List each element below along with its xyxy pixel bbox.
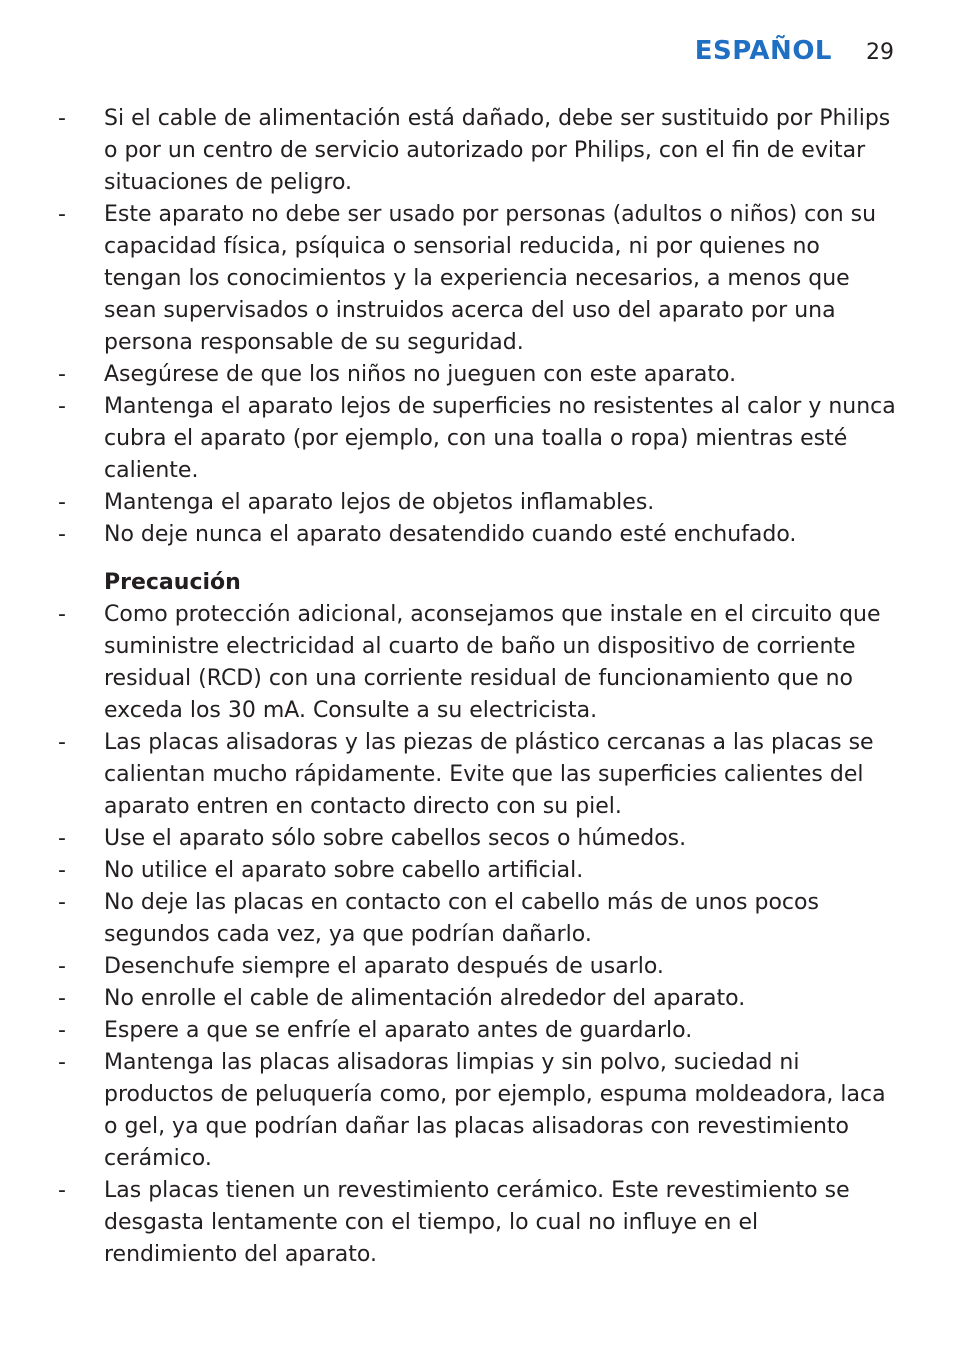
bullet-dash: - <box>58 890 66 915</box>
bullet-dash: - <box>58 106 66 131</box>
list-item-text: Espere a que se enfríe el aparato antes de guardarlo. <box>104 1018 693 1043</box>
list-item <box>58 887 898 951</box>
bullet-dash: - <box>58 490 66 515</box>
list-item-text: Si el cable de alimentación está dañado, debe ser sustituido por Philips o por un centro de servicio autorizado por Philips, con el fin de evitar situaciones de peligro. <box>104 106 891 195</box>
list-item <box>58 1175 898 1271</box>
list-item <box>58 199 898 359</box>
list-item-text: Mantenga las placas alisadoras limpias y sin polvo, suciedad ni productos de peluquería como, por ejemplo, espuma moldeadora, laca o gel, ya que podrían dañar las placas alisadoras con revestimiento cerámico. <box>104 1050 886 1171</box>
bullet-dash: - <box>58 826 66 851</box>
list-item <box>58 855 898 887</box>
list-item <box>58 103 898 199</box>
bullet-dash: - <box>58 986 66 1011</box>
document-body <box>58 103 898 1271</box>
list-item <box>58 519 898 551</box>
list-item <box>58 951 898 983</box>
bullet-dash: - <box>58 730 66 755</box>
list-item <box>58 1047 898 1175</box>
list-item-text: Mantenga el aparato lejos de superficies no resistentes al calor y nunca cubra el aparato (por ejemplo, con una toalla o ropa) mientras esté caliente. <box>104 394 896 483</box>
page-header <box>695 36 894 66</box>
section-title: ESPAÑOL <box>694 36 832 66</box>
list-item-text: No enrolle el cable de alimentación alrededor del aparato. <box>104 986 746 1011</box>
list-item <box>58 983 898 1015</box>
page-number: 29 <box>866 40 894 65</box>
list-item <box>58 391 898 487</box>
bullet-dash: - <box>58 1178 66 1203</box>
list-item-text: Desenchufe siempre el aparato después de usarlo. <box>104 954 664 979</box>
list-item-text: No deje nunca el aparato desatendido cuando esté enchufado. <box>104 522 797 547</box>
safety-list <box>58 103 898 551</box>
list-item-text: Las placas alisadoras y las piezas de plástico cercanas a las placas se calientan mucho rápidamente. Evite que las superficies calientes del aparato entren en contacto directo con su piel. <box>104 730 874 819</box>
list-item <box>58 359 898 391</box>
list-item-text: Use el aparato sólo sobre cabellos secos o húmedos. <box>104 826 687 851</box>
bullet-dash: - <box>58 394 66 419</box>
bullet-dash: - <box>58 1050 66 1075</box>
list-item-text: Como protección adicional, aconsejamos que instale en el circuito que suministre electricidad al cuarto de baño un dispositivo de corriente residual (RCD) con una corriente residual de funcionamiento que no exceda los 30 mA. Consulte a su electricista. <box>104 602 881 723</box>
list-item-text: Asegúrese de que los niños no jueguen con este aparato. <box>104 362 737 387</box>
bullet-dash: - <box>58 1018 66 1043</box>
list-item-text: Mantenga el aparato lejos de objetos inflamables. <box>104 490 655 515</box>
list-item <box>58 487 898 519</box>
precaution-heading: Precaución <box>104 570 241 595</box>
bullet-dash: - <box>58 858 66 883</box>
bullet-dash: - <box>58 202 66 227</box>
list-item-text: No deje las placas en contacto con el cabello más de unos pocos segundos cada vez, ya que podrían dañarlo. <box>104 890 819 947</box>
list-item-text: Este aparato no debe ser usado por personas (adultos o niños) con su capacidad física, psíquica o sensorial reducida, ni por quienes no tengan los conocimientos y la experiencia necesarios, a menos que sean supervisados o instruidos acerca del uso del aparato por una persona responsable de su seguridad. <box>104 202 877 355</box>
bullet-dash: - <box>58 602 66 627</box>
list-item-text: Las placas tienen un revestimiento cerámico. Este revestimiento se desgasta lentamente con el tiempo, lo cual no influye en el rendimiento del aparato. <box>104 1178 850 1267</box>
precaution-list <box>58 599 898 1271</box>
bullet-dash: - <box>58 362 66 387</box>
list-item-text: No utilice el aparato sobre cabello artificial. <box>104 858 584 883</box>
list-item <box>58 599 898 727</box>
bullet-dash: - <box>58 522 66 547</box>
list-item <box>58 727 898 823</box>
list-item <box>58 1015 898 1047</box>
list-item <box>58 823 898 855</box>
bullet-dash: - <box>58 954 66 979</box>
